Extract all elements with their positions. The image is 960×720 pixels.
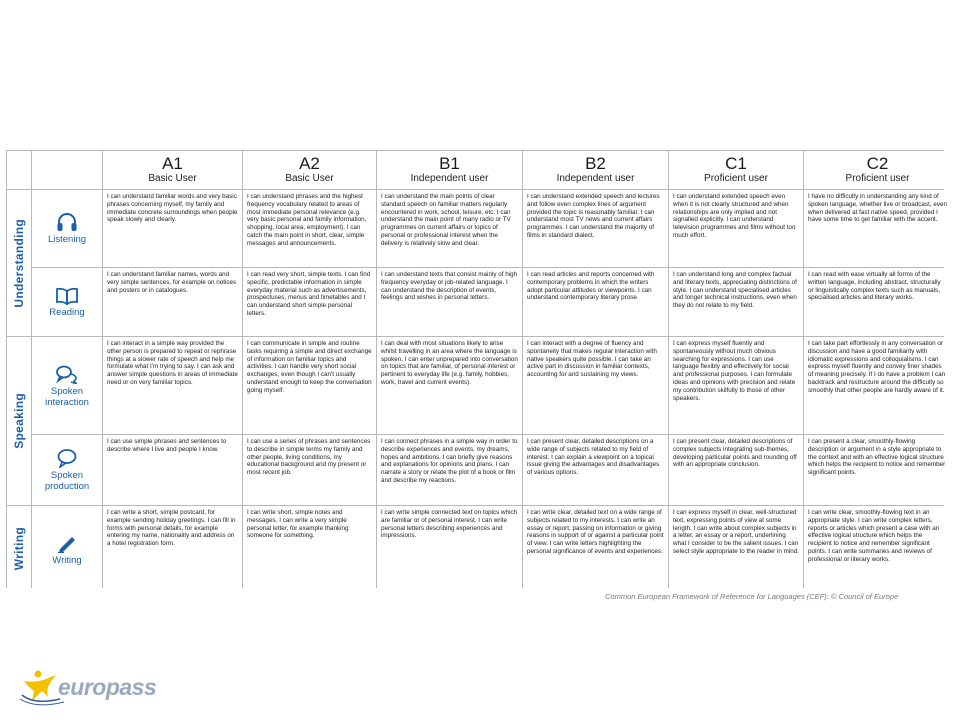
descriptor-cell: I can present clear, detailed descriptions on a wide range of subjects related to my field of interest. I can explain a viewpoint on a topical issue giving the advantages and disadvantages of various options. xyxy=(523,435,668,505)
descriptor-cell: I can write short, simple notes and messages. I can write a very simple personal letter, for example thanking someone for something. xyxy=(243,506,376,592)
descriptor-cell: I can write a short, simple postcard, for example sending holiday greetings. I can fill in forms with personal details, for example entering my name, nationality and address on a hotel registration form. xyxy=(103,506,242,592)
descriptor-cell: I can understand extended speech and lectures and follow even complex lines of argument provided the topic is reasonably familiar. I can understand most TV news and current affairs programmes. I can understand the majority of films in standard dialect. xyxy=(523,190,668,267)
skill-label: Listening xyxy=(47,234,87,245)
skill-label: Reading xyxy=(49,306,85,318)
descriptor-cell: I can present clear, detailed descriptions of complex subjects integrating sub-themes, developing particular points and rounding off with an appropriate conclusion. xyxy=(669,435,803,505)
descriptor-cell: I can read articles and reports concerned with contemporary problems in which the writers adopt particular attitudes or viewpoints. I can understand contemporary literary prose. xyxy=(523,268,668,336)
descriptor-cell: I can deal with most situations likely to arise whilst travelling in an area where the language is spoken. I can enter unprepared into conversation on topics that are familiar, of personal interest or pertinent to everyday life (e.g. family, hobbies, work, travel and current events). xyxy=(377,337,522,434)
descriptor-cell: I can write simple connected text on topics which are familiar or of personal interest. I can write personal letters describing experiences and impressions. xyxy=(377,506,522,592)
descriptor-cell: I can present a clear, smoothly-flowing description or argument in a style appropriate to the context and with an effective logical structure which helps the recipient to notice and remember significant points. xyxy=(804,435,951,505)
descriptor-cell: I can understand texts that consist mainly of high frequency everyday or job-related language. I can understand the description of events, feelings and wishes in personal letters. xyxy=(377,268,522,336)
skill-reading xyxy=(32,268,102,336)
descriptor-cell: I can write clear, detailed text on a wide range of subjects related to my interests. I can write an essay or report, passing on information or giving reasons in support of or against a particular point of view. I can write letters highlighting the personal significance of events and experiences. xyxy=(523,506,668,592)
skill-label: Spoken interaction xyxy=(45,385,89,408)
level-user: Proficient user xyxy=(704,173,768,184)
category-label: Understanding xyxy=(12,218,26,308)
category-label: Speaking xyxy=(12,393,26,449)
level-code: B2 xyxy=(585,154,606,173)
level-code: C2 xyxy=(866,154,889,173)
descriptor-cell: I can understand extended speech even when it is not clearly structured and when relationships are only implied and not signalled explicitly. I can understand television programmes and films without too much effort. xyxy=(669,190,803,267)
speech-bubbles-icon xyxy=(55,364,79,384)
level-header-c2 xyxy=(804,151,951,189)
category-speaking xyxy=(7,337,31,505)
level-code: B1 xyxy=(439,154,460,173)
pen-icon xyxy=(56,533,78,553)
descriptor-cell: I can understand phrases and the highest frequency vocabulary related to areas of most immediate personal relevance (e.g. very basic personal and family information, shopping, local area, employment). I can catch the main point in short, clear, simple messages and announcements. xyxy=(243,190,376,267)
descriptor-cell: I have no difficulty in understanding any kind of spoken language, whether live or broadcast, even when delivered at fast native speed, provided I have some time to get familiar with the accent. xyxy=(804,190,951,267)
category-writing xyxy=(7,506,31,592)
level-user: Basic User xyxy=(285,173,334,184)
descriptor-cell: I can communicate in simple and routine tasks requiring a simple and direct exchange of information on familiar topics and activities. I can handle very short social exchanges, even though I can't usually understand enough to keep the conversation going myself. xyxy=(243,337,376,434)
descriptor-cell: I can use a series of phrases and sentences to describe in simple terms my family and other people, living conditions, my educational background and my present or most recent job. xyxy=(243,435,376,505)
copyright-reference: Common European Framework of Reference for Languages (CEF): © Council of Europe xyxy=(605,592,899,601)
skill-listening xyxy=(32,190,102,267)
descriptor-cell: I can understand long and complex factual and literary texts, appreciating distinctions of style. I can understand specialised articles and longer technical instructions, even when they do not relate to my field. xyxy=(669,268,803,336)
headphones-icon xyxy=(56,212,78,232)
corner-cell xyxy=(32,151,102,189)
descriptor-cell: I can interact with a degree of fluency and spontaneity that makes regular interaction with native speakers quite possible. I can take an active part in discussion in familiar contexts, accounting for and sustaining my views. xyxy=(523,337,668,434)
descriptor-cell: I can take part effortlessly in any conversation or discussion and have a good familiarity with idiomatic expressions and colloquialisms. I can express myself fluently and convey finer shades of meaning precisely. If I do have a problem I can backtrack and restructure around the difficulty so smoothly that other people are hardly aware of it. xyxy=(804,337,951,434)
descriptor-cell: I can use simple phrases and sentences to describe where I live and people I know. xyxy=(103,435,242,505)
level-user: Independent user xyxy=(410,173,489,184)
skill-label: Writing xyxy=(52,554,82,566)
descriptor-cell: I can express myself in clear, well-structured text, expressing points of view at some length. I can write about complex subjects in a letter, an essay or a report, underlining what I consider to be the salient issues. I can select style appropriate to the reader in mind. xyxy=(669,506,803,592)
skill-spoken-interaction xyxy=(32,337,102,434)
descriptor-cell: I can write clear, smoothly-flowing text in an appropriate style. I can write complex letters, reports or articles which present a case with an effective logical structure which helps the recipient to notice and remember significant points. I can write summaries and reviews of professional or literary works. xyxy=(804,506,951,592)
level-header-b2 xyxy=(523,151,668,189)
descriptor-cell: I can read with ease virtually all forms of the written language, including abstract, structurally or linguistically complex texts such as manuals, specialised articles and literary works. xyxy=(804,268,951,336)
level-code: C1 xyxy=(725,154,747,173)
corner-cell xyxy=(7,151,31,189)
book-icon xyxy=(55,287,79,305)
level-code: A2 xyxy=(299,154,320,173)
level-header-b1 xyxy=(377,151,522,189)
speech-bubble-icon xyxy=(56,448,78,468)
skill-spoken-production xyxy=(32,435,102,505)
level-header-c1 xyxy=(669,151,803,189)
level-code: A1 xyxy=(162,154,183,173)
level-user: Proficient user xyxy=(845,173,910,184)
europass-logo xyxy=(16,665,156,707)
level-header-a1 xyxy=(103,151,242,189)
descriptor-cell: I can read very short, simple texts. I can find specific, predictable information in simple everyday material such as advertisements, prospectuses, menus and timetables and I can understand short simple personal letters. xyxy=(243,268,376,336)
descriptor-cell: I can express myself fluently and spontaneously without much obvious searching for expressions. I can use language flexibly and effectively for social and professional purposes. I can formulate ideas and opinions with precision and relate my contribution skilfully to those of other speakers. xyxy=(669,337,803,434)
descriptor-cell: I can understand familiar names, words and very simple sentences, for example on notices and posters or in catalogues. xyxy=(103,268,242,336)
category-understanding xyxy=(7,190,31,336)
category-label: Writing xyxy=(12,527,26,571)
descriptor-cell: I can interact in a simple way provided the other person is prepared to repeat or rephrase things at a slower rate of speech and help me formulate what I'm trying to say. I can ask and answer simple questions in areas of immediate need or on very familiar topics. xyxy=(103,337,242,434)
level-user: Basic User xyxy=(148,173,197,184)
descriptor-cell: I can connect phrases in a simple way in order to describe experiences and events, my dreams, hopes and ambitions. I can briefly give reasons and explanations for opinions and plans. I can narrate a story or relate the plot of a book or film and describe my reactions. xyxy=(377,435,522,505)
level-user: Independent user xyxy=(556,173,635,184)
cef-self-assessment-grid xyxy=(6,150,947,588)
skill-label: Spoken production xyxy=(44,470,90,492)
descriptor-cell: I can understand the main points of clear standard speech on familiar matters regularly encountered in work, school, leisure, etc. I can understand the main point of many radio or TV programmes on current affairs or topics of personal or professional interest when the delivery is relatively slow and clear. xyxy=(377,190,522,267)
descriptor-cell: I can understand familiar words and very basic phrases concerning myself, my family and immediate concrete surroundings when people speak slowly and clearly. xyxy=(103,190,242,267)
level-header-a2 xyxy=(243,151,376,189)
skill-writing xyxy=(32,506,102,592)
logo-text: europass xyxy=(58,674,157,700)
